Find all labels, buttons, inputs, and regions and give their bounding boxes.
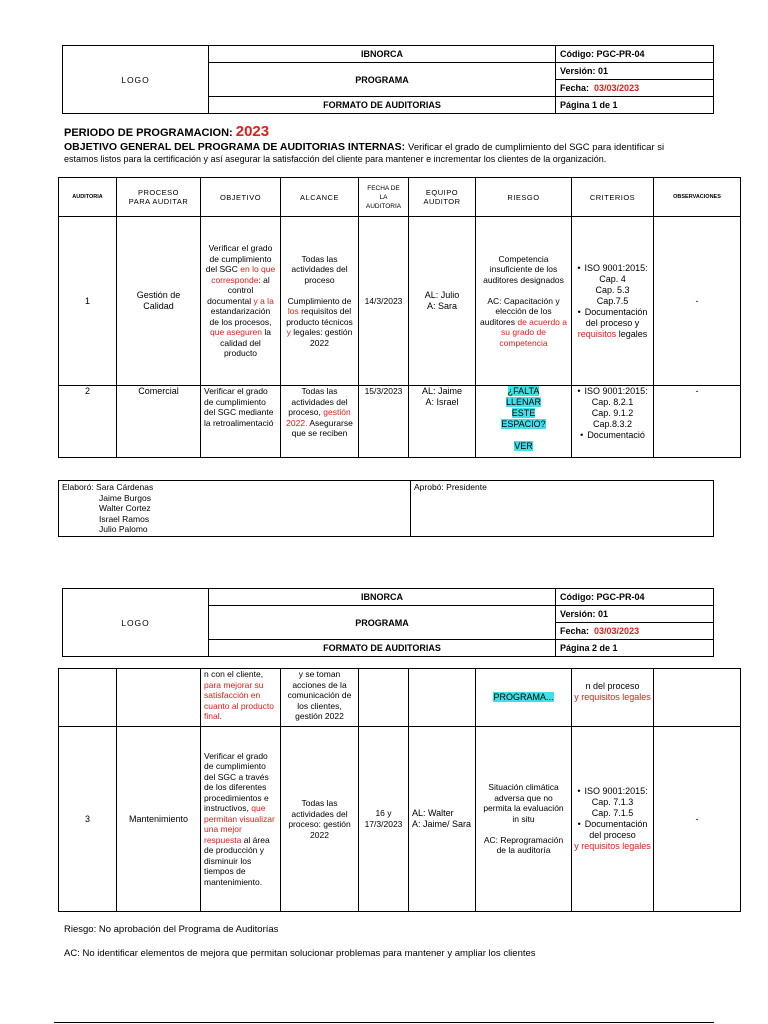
col-alcance: ALCANCE xyxy=(281,178,359,217)
table-row xyxy=(59,217,741,386)
page-number: Página 1 de 1 xyxy=(556,97,714,114)
col-auditoria: AUDITORIA xyxy=(59,178,117,217)
row3-equipo: AL: Walter A: Jaime/ Sara xyxy=(409,727,476,912)
row2-proceso: Comercial xyxy=(117,386,201,458)
doc-date: Fecha: 03/03/2023 xyxy=(556,80,714,97)
row1-num: 1 xyxy=(59,217,117,386)
row2-riesgo: ¿FALTA LLENAR ESTE ESPACIO? VER xyxy=(476,386,572,458)
ac-note: AC: No identificar elementos de mejora que permitan solucionar problemas para mantener y ampliar los clientes xyxy=(64,948,536,959)
col-riesgo: RIESGO xyxy=(476,178,572,217)
row3-riesgo: Situación climática adversa que no permita la evaluación in situ AC: Reprogramación de la auditoría xyxy=(476,727,572,912)
row2-fecha: 15/3/2023 xyxy=(359,386,409,458)
period-line: PERIODO DE PROGRAMACION: 2023 xyxy=(64,123,270,140)
logo-placeholder: LOGO xyxy=(63,589,209,657)
row3-criterios: • ISO 9001:2015: Cap. 7.1.3 Cap. 7.1.5 • Documentación del proceso y requisitos legales xyxy=(572,727,654,912)
row2-criterios: • ISO 9001:2015: Cap. 8.2.1 Cap. 9.1.2 Cap.8.3.2 • Documentació xyxy=(572,386,654,458)
col-observaciones: OBSERVACIONES xyxy=(654,178,741,217)
col-criterios: CRITERIOS xyxy=(572,178,654,217)
row1-alcance: Todas las actividades del proceso Cumplimiento de los requisitos del producto técnicos y legales: gestión 2022 xyxy=(281,217,359,386)
row1-objetivo: Verificar el grado de cumplimiento del SGC en lo que corresponde: al control documental y a la estandarización de los procesos, que aseguren la calidad del producto xyxy=(201,217,281,386)
program-title: PROGRAMA xyxy=(209,606,556,640)
row3-observaciones: - xyxy=(654,727,741,912)
doc-code: Código: PGC-PR-04 xyxy=(556,589,714,606)
footer-divider xyxy=(54,1022,714,1023)
row1-equipo: AL: Julio A: Sara xyxy=(409,217,476,386)
table-row xyxy=(59,669,741,727)
row3-num: 3 xyxy=(59,727,117,912)
approved-by: Aprobó: Presidente xyxy=(411,481,714,537)
elaborated-by: Elaboró: Sara Cárdenas Jaime Burgos Walter Cortez Israel Ramos Julio Palomo xyxy=(59,481,411,537)
doc-date: Fecha: 03/03/2023 xyxy=(556,623,714,640)
general-objective: OBJETIVO GENERAL DEL PROGRAMA DE AUDITORIAS INTERNAS: Verificar el grado de cumplimiento del SGC para identificar si xyxy=(64,141,665,153)
row2-num: 2 xyxy=(59,386,117,458)
doc-code: Código: PGC-PR-04 xyxy=(556,46,714,63)
general-objective-cont: estamos listos para la certificación y así asegurar la satisfacción del cliente para mantener e incrementar los clientes de la organización. xyxy=(64,154,607,164)
row1-riesgo: Competencia insuficiente de los auditores designados AC: Capacitación y elección de los auditores de acuerdo a su grado de competencia xyxy=(476,217,572,386)
row2-equipo: AL: Jaime A: Israel xyxy=(409,386,476,458)
row3-proceso: Mantenimiento xyxy=(117,727,201,912)
row2-observaciones: - xyxy=(654,386,741,458)
audit-table-page-1 xyxy=(58,177,741,458)
row1-observaciones: - xyxy=(654,217,741,386)
org-name: IBNORCA xyxy=(209,46,556,63)
program-title: PROGRAMA xyxy=(209,63,556,97)
row2-criterios-cont: n del proceso y requisitos legales xyxy=(572,669,654,727)
doc-version: Versión: 01 xyxy=(556,63,714,80)
format-title: FORMATO DE AUDITORIAS xyxy=(209,640,556,657)
row3-alcance: Todas las actividades del proceso: gestión 2022 xyxy=(281,727,359,912)
logo-placeholder: LOGO xyxy=(63,46,209,114)
row2-riesgo-cont: PROGRAMA... xyxy=(476,669,572,727)
format-title: FORMATO DE AUDITORIAS xyxy=(209,97,556,114)
row1-fecha: 14/3/2023 xyxy=(359,217,409,386)
col-proceso: PROCESO PARA AUDITAR xyxy=(117,178,201,217)
signature-box xyxy=(58,480,714,537)
row1-proceso: Gestión de Calidad xyxy=(117,217,201,386)
row3-fecha: 16 y 17/3/2023 xyxy=(359,727,409,912)
program-intro xyxy=(64,124,734,165)
col-objetivo: OBJETIVO xyxy=(201,178,281,217)
row3-objetivo: Verificar el grado de cumplimiento del SGC a través de los diferentes procedimientos e instructivos, que permitan visualizar una mejor respuesta al área de producción y disminuir los tiempos de mantenimiento. xyxy=(201,727,281,912)
document-header-1 xyxy=(62,45,714,114)
page-number: Página 2 de 1 xyxy=(556,640,714,657)
risk-note: Riesgo: No aprobación del Programa de Auditorías xyxy=(64,924,279,935)
audit-table-page-2 xyxy=(58,668,741,912)
col-equipo: EQUIPO AUDITOR xyxy=(409,178,476,217)
doc-version: Versión: 01 xyxy=(556,606,714,623)
org-name: IBNORCA xyxy=(209,589,556,606)
row1-criterios: • ISO 9001:2015: Cap. 4 Cap. 5.3 Cap.7.5 • Documentación del proceso y requisitos legales xyxy=(572,217,654,386)
row2-alcance-cont: y se toman acciones de la comunicación de los clientes, gestión 2022 xyxy=(281,669,359,727)
document-header-2 xyxy=(62,588,714,657)
table-row xyxy=(59,727,741,912)
table-row xyxy=(59,386,741,458)
row2-objetivo-cont: n con el cliente, para mejorar su satisfacción en cuanto al producto final. xyxy=(201,669,281,727)
col-fecha: FECHA DE LA AUDITORIA xyxy=(359,178,409,217)
row2-alcance: Todas las actividades del proceso, gestión 2022. Asegurarse que se reciben xyxy=(281,386,359,458)
row2-objetivo: Verificar el grado de cumplimiento del SGC mediante la retroalimentació xyxy=(201,386,281,458)
